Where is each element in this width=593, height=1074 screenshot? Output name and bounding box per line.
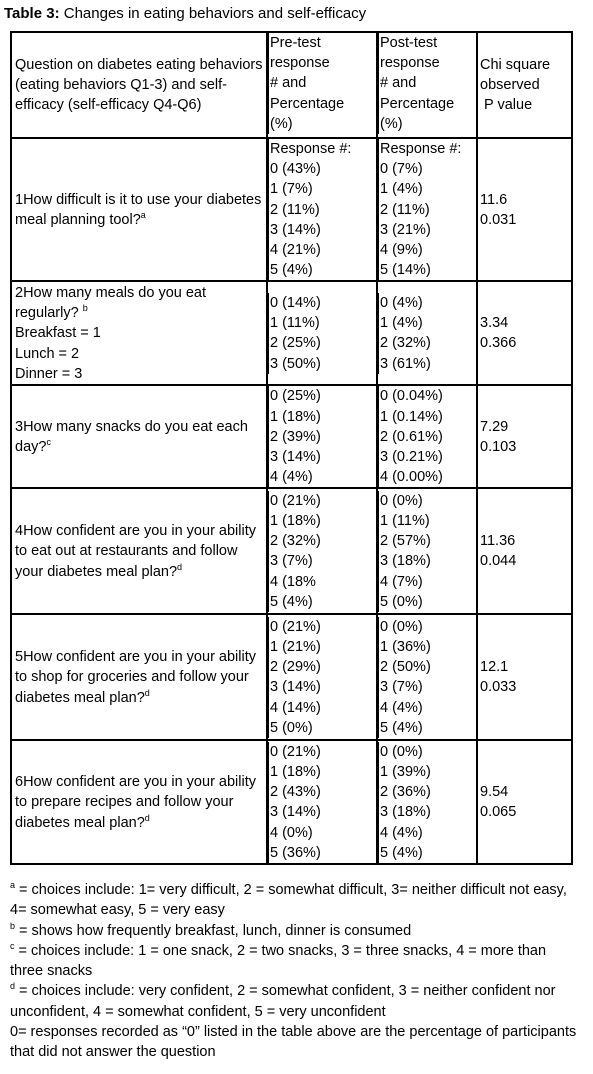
- header-post-line: response: [378, 53, 476, 73]
- pre-test-value: 0 (25%): [268, 386, 376, 406]
- question-text: 6How confident are you in your ability to prepare recipes and follow your diabetes meal plan?: [15, 774, 256, 831]
- chi-square-cell: [477, 614, 572, 740]
- post-test-cell: [377, 138, 477, 281]
- post-test-value: 3 (61%): [378, 354, 476, 374]
- pre-test-value: 4 (21%): [268, 240, 376, 260]
- pre-test-value: 3 (14%): [268, 220, 376, 240]
- post-test-value: 4 (4%): [378, 698, 476, 718]
- header-chi-line: Chi square: [480, 56, 551, 73]
- header-chi-line: P value: [480, 97, 533, 114]
- post-test-value: 3 (18%): [378, 802, 476, 822]
- chi-square-value: 0.044: [480, 553, 517, 570]
- table-title: Changes in eating behaviors and self-efficacy: [59, 5, 367, 22]
- header-pre-line: Pre-test: [268, 33, 376, 53]
- footnote: [10, 880, 580, 921]
- post-test-value: 0 (7%): [378, 159, 476, 179]
- header-post: [377, 32, 477, 138]
- post-test-value: 2 (36%): [378, 782, 476, 802]
- footnote-text: 0= responses recorded as “0” listed in the table above are the percentage of participants that did not answer the question: [10, 1024, 577, 1061]
- pre-test-value: 2 (39%): [268, 427, 376, 447]
- question-cell: [11, 281, 267, 385]
- question-cell: [11, 385, 267, 488]
- footnote-text: = choices include: 1 = one snack, 2 = two snacks, 3 = three snacks, 4 = more than three snacks: [10, 942, 547, 980]
- footnote-marker: d: [10, 981, 16, 992]
- post-test-value: 4 (0.00%): [378, 467, 476, 487]
- footnote-marker: d: [177, 561, 183, 572]
- post-test-value: 2 (32%): [378, 333, 476, 353]
- header-pre-line: response: [268, 53, 376, 73]
- footnote: [10, 1022, 580, 1063]
- post-test-value: 3 (0.21%): [378, 447, 476, 467]
- pre-test-value: 2 (29%): [268, 657, 376, 677]
- header-chi: [477, 32, 572, 138]
- pre-test-value: 0 (21%): [268, 742, 376, 762]
- header-post-line: Post-test: [378, 33, 476, 53]
- header-question: Question on diabetes eating behaviors (eating behaviors Q1-3) and self-efficacy (self-efficacy Q4-Q6): [11, 32, 267, 138]
- post-test-value: 1 (11%): [378, 511, 476, 531]
- post-test-value: 3 (7%): [378, 677, 476, 697]
- post-test-value: 2 (57%): [378, 531, 476, 551]
- footnote-marker: d: [144, 812, 150, 823]
- pre-test-value: 3 (14%): [268, 447, 376, 467]
- pre-test-value: 0 (14%): [268, 293, 376, 313]
- post-test-value: 0 (0.04%): [378, 386, 476, 406]
- post-test-cell: [377, 488, 477, 614]
- table-row: [11, 281, 572, 385]
- pre-test-value: 3 (7%): [268, 551, 376, 571]
- pre-test-value: 0 (21%): [268, 491, 376, 511]
- footnote-marker: d: [144, 687, 150, 698]
- question-text: 2How many meals do you eat regularly?: [15, 284, 207, 322]
- header-post-line: # and: [378, 73, 476, 93]
- pre-test-value: 3 (14%): [268, 802, 376, 822]
- question-text: 5How confident are you in your ability to shop for groceries and follow your diabetes meal plan?: [15, 649, 256, 706]
- post-test-value: 5 (0%): [378, 592, 476, 612]
- table-row: [11, 614, 572, 740]
- pre-test-value: 1 (18%): [268, 407, 376, 427]
- header-row: [11, 32, 572, 138]
- pre-test-value: 1 (18%): [268, 511, 376, 531]
- question-cell: [11, 138, 267, 281]
- pre-test-value: 4 (18%: [268, 572, 376, 592]
- pre-test-value: 5 (0%): [268, 718, 376, 738]
- post-test-value: 2 (50%): [378, 657, 476, 677]
- header-pre-line: (%): [268, 114, 376, 134]
- footnote-text: = shows how frequently breakfast, lunch, dinner is consumed: [15, 922, 412, 939]
- footnote-marker: b: [82, 303, 88, 314]
- footnote-marker: c: [46, 437, 51, 448]
- footnote-marker: c: [10, 941, 15, 952]
- table-row: [11, 385, 572, 488]
- header-post-line: Percentage: [378, 94, 476, 114]
- post-test-value: 1 (36%): [378, 637, 476, 657]
- chi-square-value: 12.1: [480, 659, 509, 676]
- question-cell: [11, 740, 267, 864]
- pre-test-value: 1 (21%): [268, 637, 376, 657]
- chi-square-value: 11.6: [480, 191, 508, 208]
- post-test-value: 0 (4%): [378, 293, 476, 313]
- pre-test-value: 5 (4%): [268, 592, 376, 612]
- chi-square-value: 3.34: [480, 315, 509, 332]
- header-chi-line: observed: [480, 76, 540, 93]
- chi-square-value: 0.031: [480, 211, 517, 228]
- post-test-value: 2 (0.61%): [378, 427, 476, 447]
- question-text: 1How difficult is it to use your diabetes meal planning tool?: [15, 191, 262, 228]
- post-test-value: 2 (11%): [378, 200, 476, 220]
- pre-test-value: 1 (7%): [268, 179, 376, 199]
- post-test-value: 0 (0%): [378, 617, 476, 637]
- question-option: Lunch = 2: [15, 345, 80, 362]
- footnote-marker: a: [140, 209, 146, 220]
- pre-test-value: 2 (43%): [268, 782, 376, 802]
- post-test-value: 1 (4%): [378, 179, 476, 199]
- post-test-value: Response #:: [378, 139, 476, 159]
- question-option: Dinner = 3: [15, 365, 83, 382]
- post-test-value: 4 (4%): [378, 823, 476, 843]
- chi-square-cell: [477, 740, 572, 864]
- question-cell: [11, 614, 267, 740]
- post-test-cell: [377, 385, 477, 488]
- pre-test-value: 0 (43%): [268, 159, 376, 179]
- question-option: Breakfast = 1: [15, 325, 101, 342]
- pre-test-cell: [267, 385, 377, 488]
- header-pre-line: # and: [268, 73, 376, 93]
- post-test-value: 0 (0%): [378, 491, 476, 511]
- post-test-value: 4 (9%): [378, 240, 476, 260]
- pre-test-cell: [267, 488, 377, 614]
- chi-square-value: 9.54: [480, 784, 509, 801]
- footnote-marker: a: [10, 880, 16, 891]
- pre-test-value: 2 (32%): [268, 531, 376, 551]
- question-cell: [11, 488, 267, 614]
- pre-test-value: Response #:: [268, 139, 376, 159]
- post-test-value: 1 (39%): [378, 762, 476, 782]
- pre-test-cell: [267, 614, 377, 740]
- table-row: [11, 488, 572, 614]
- header-pre-line: Percentage: [268, 94, 376, 114]
- pre-test-value: 5 (36%): [268, 843, 376, 863]
- pre-test-value: 4 (0%): [268, 823, 376, 843]
- footnote-marker: b: [10, 920, 16, 931]
- pre-test-cell: [267, 138, 377, 281]
- chi-square-cell: [477, 488, 572, 614]
- table-row: [11, 740, 572, 864]
- post-test-value: 5 (4%): [378, 843, 476, 863]
- pre-test-cell: [267, 281, 377, 385]
- footnote: [10, 981, 580, 1022]
- post-test-cell: [377, 614, 477, 740]
- pre-test-value: 3 (50%): [268, 354, 376, 374]
- table-row: [11, 138, 572, 281]
- post-test-value: 1 (0.14%): [378, 407, 476, 427]
- pre-test-value: 4 (4%): [268, 467, 376, 487]
- pre-test-cell: [267, 740, 377, 864]
- post-test-value: 0 (0%): [378, 742, 476, 762]
- footnote: [10, 921, 580, 941]
- post-test-value: 3 (18%): [378, 551, 476, 571]
- chi-square-cell: [477, 281, 572, 385]
- post-test-value: 5 (14%): [378, 260, 476, 280]
- post-test-value: 4 (7%): [378, 572, 476, 592]
- question-text: 4How confident are you in your ability to eat out at restaurants and follow your diabetes meal plan?: [15, 523, 256, 580]
- chi-square-value: 0.033: [480, 679, 517, 696]
- post-test-cell: [377, 740, 477, 864]
- pre-test-value: 4 (14%): [268, 698, 376, 718]
- footnote-text: = choices include: 1= very difficult, 2 = somewhat difficult, 3= neither difficult not easy, 4= somewhat easy, 5 = very easy: [10, 882, 567, 919]
- pre-test-value: 2 (25%): [268, 333, 376, 353]
- pre-test-value: 5 (4%): [268, 260, 376, 280]
- chi-square-value: 0.065: [480, 804, 517, 821]
- chi-square-value: 0.366: [480, 335, 517, 352]
- footnote-text: = choices include: very confident, 2 = somewhat confident, 3 = neither confident nor unconfident, 4 = somewhat confident, 5 = very unconfident: [10, 983, 556, 1020]
- post-test-value: 1 (4%): [378, 313, 476, 333]
- header-post-line: (%): [378, 114, 476, 134]
- chi-square-value: 7.29: [480, 418, 509, 435]
- chi-square-cell: [477, 138, 572, 281]
- post-test-value: 5 (4%): [378, 718, 476, 738]
- footnotes: [10, 880, 580, 1063]
- data-table: [10, 31, 573, 865]
- chi-square-value: 0.103: [480, 438, 517, 455]
- chi-square-cell: [477, 385, 572, 488]
- pre-test-value: 3 (14%): [268, 677, 376, 697]
- pre-test-value: 2 (11%): [268, 200, 376, 220]
- pre-test-value: 1 (18%): [268, 762, 376, 782]
- header-pre: [267, 32, 377, 138]
- post-test-value: 3 (21%): [378, 220, 476, 240]
- pre-test-value: 1 (11%): [268, 313, 376, 333]
- footnote: [10, 941, 580, 982]
- table-label: Table 3:: [4, 5, 60, 22]
- chi-square-value: 11.36: [480, 533, 516, 550]
- table-caption: [4, 5, 366, 22]
- question-text: 3How many snacks do you eat each day?: [15, 418, 248, 455]
- pre-test-value: 0 (21%): [268, 617, 376, 637]
- post-test-cell: [377, 281, 477, 385]
